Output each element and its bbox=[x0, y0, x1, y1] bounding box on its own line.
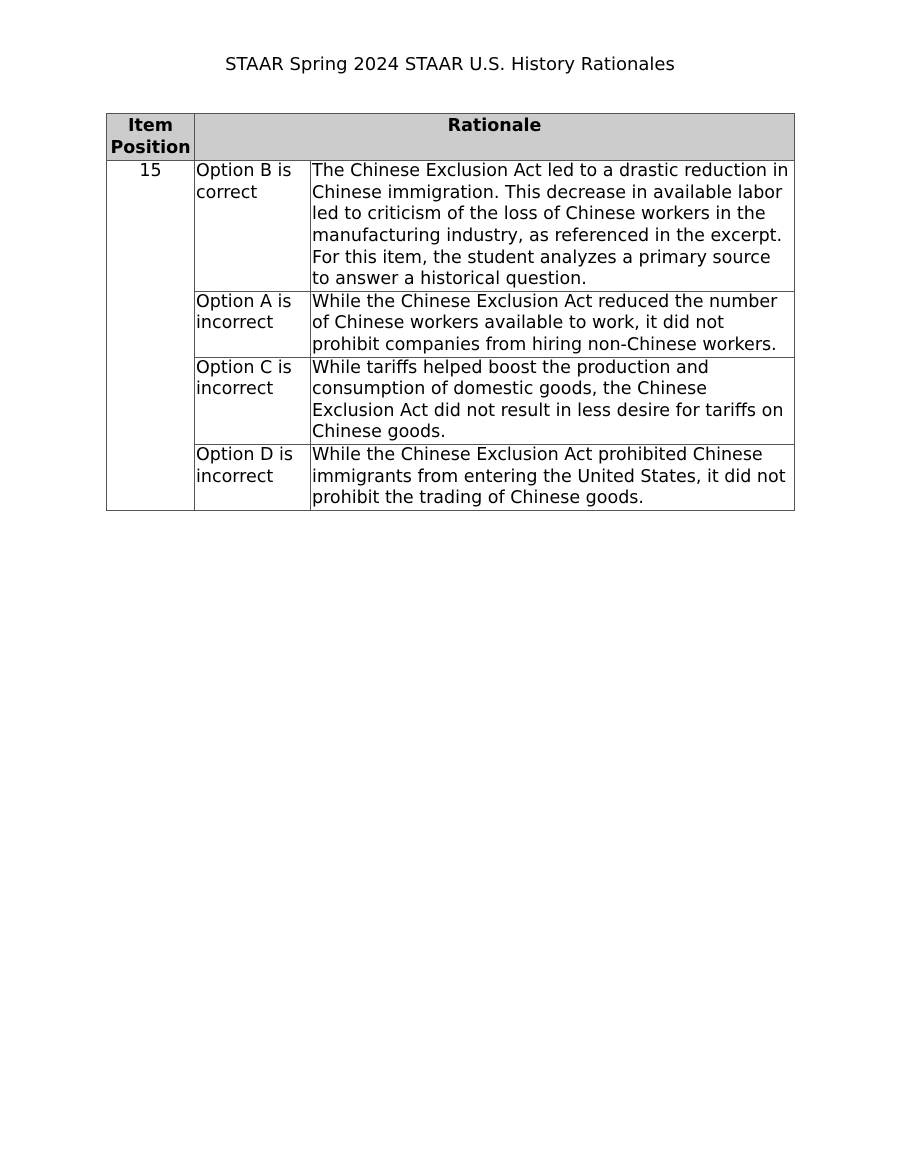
table-header-row bbox=[107, 114, 795, 161]
item-position-cell: 15 bbox=[107, 161, 195, 511]
option-cell: Option B is correct bbox=[195, 161, 311, 292]
option-cell: Option A is incorrect bbox=[195, 291, 311, 357]
rationale-text-cell: While tariffs helped boost the production and consumption of domestic goods, the Chinese Exclusion Act did not result in less desire for tariffs on Chinese goods. bbox=[311, 357, 795, 444]
page-header-title: STAAR Spring 2024 STAAR U.S. History Rationales bbox=[225, 54, 675, 75]
header-item-position: Item Position bbox=[107, 114, 195, 161]
option-cell: Option C is incorrect bbox=[195, 357, 311, 444]
table-row bbox=[107, 357, 795, 444]
table-row bbox=[107, 444, 795, 510]
rationale-text-cell: While the Chinese Exclusion Act prohibited Chinese immigrants from entering the United States, it did not prohibit the trading of Chinese goods. bbox=[311, 444, 795, 510]
table-row bbox=[107, 161, 795, 292]
rationale-table bbox=[106, 113, 795, 511]
table-row bbox=[107, 291, 795, 357]
header-rationale: Rationale bbox=[195, 114, 795, 161]
rationale-text-cell: The Chinese Exclusion Act led to a drastic reduction in Chinese immigration. This decrease in available labor led to criticism of the loss of Chinese workers in the manufacturing industry, as referenced in the excerpt. For this item, the student analyzes a primary source to answer a historical question. bbox=[311, 161, 795, 292]
option-cell: Option D is incorrect bbox=[195, 444, 311, 510]
rationale-text-cell: While the Chinese Exclusion Act reduced the number of Chinese workers available to work, it did not prohibit companies from hiring non-Chinese workers. bbox=[311, 291, 795, 357]
